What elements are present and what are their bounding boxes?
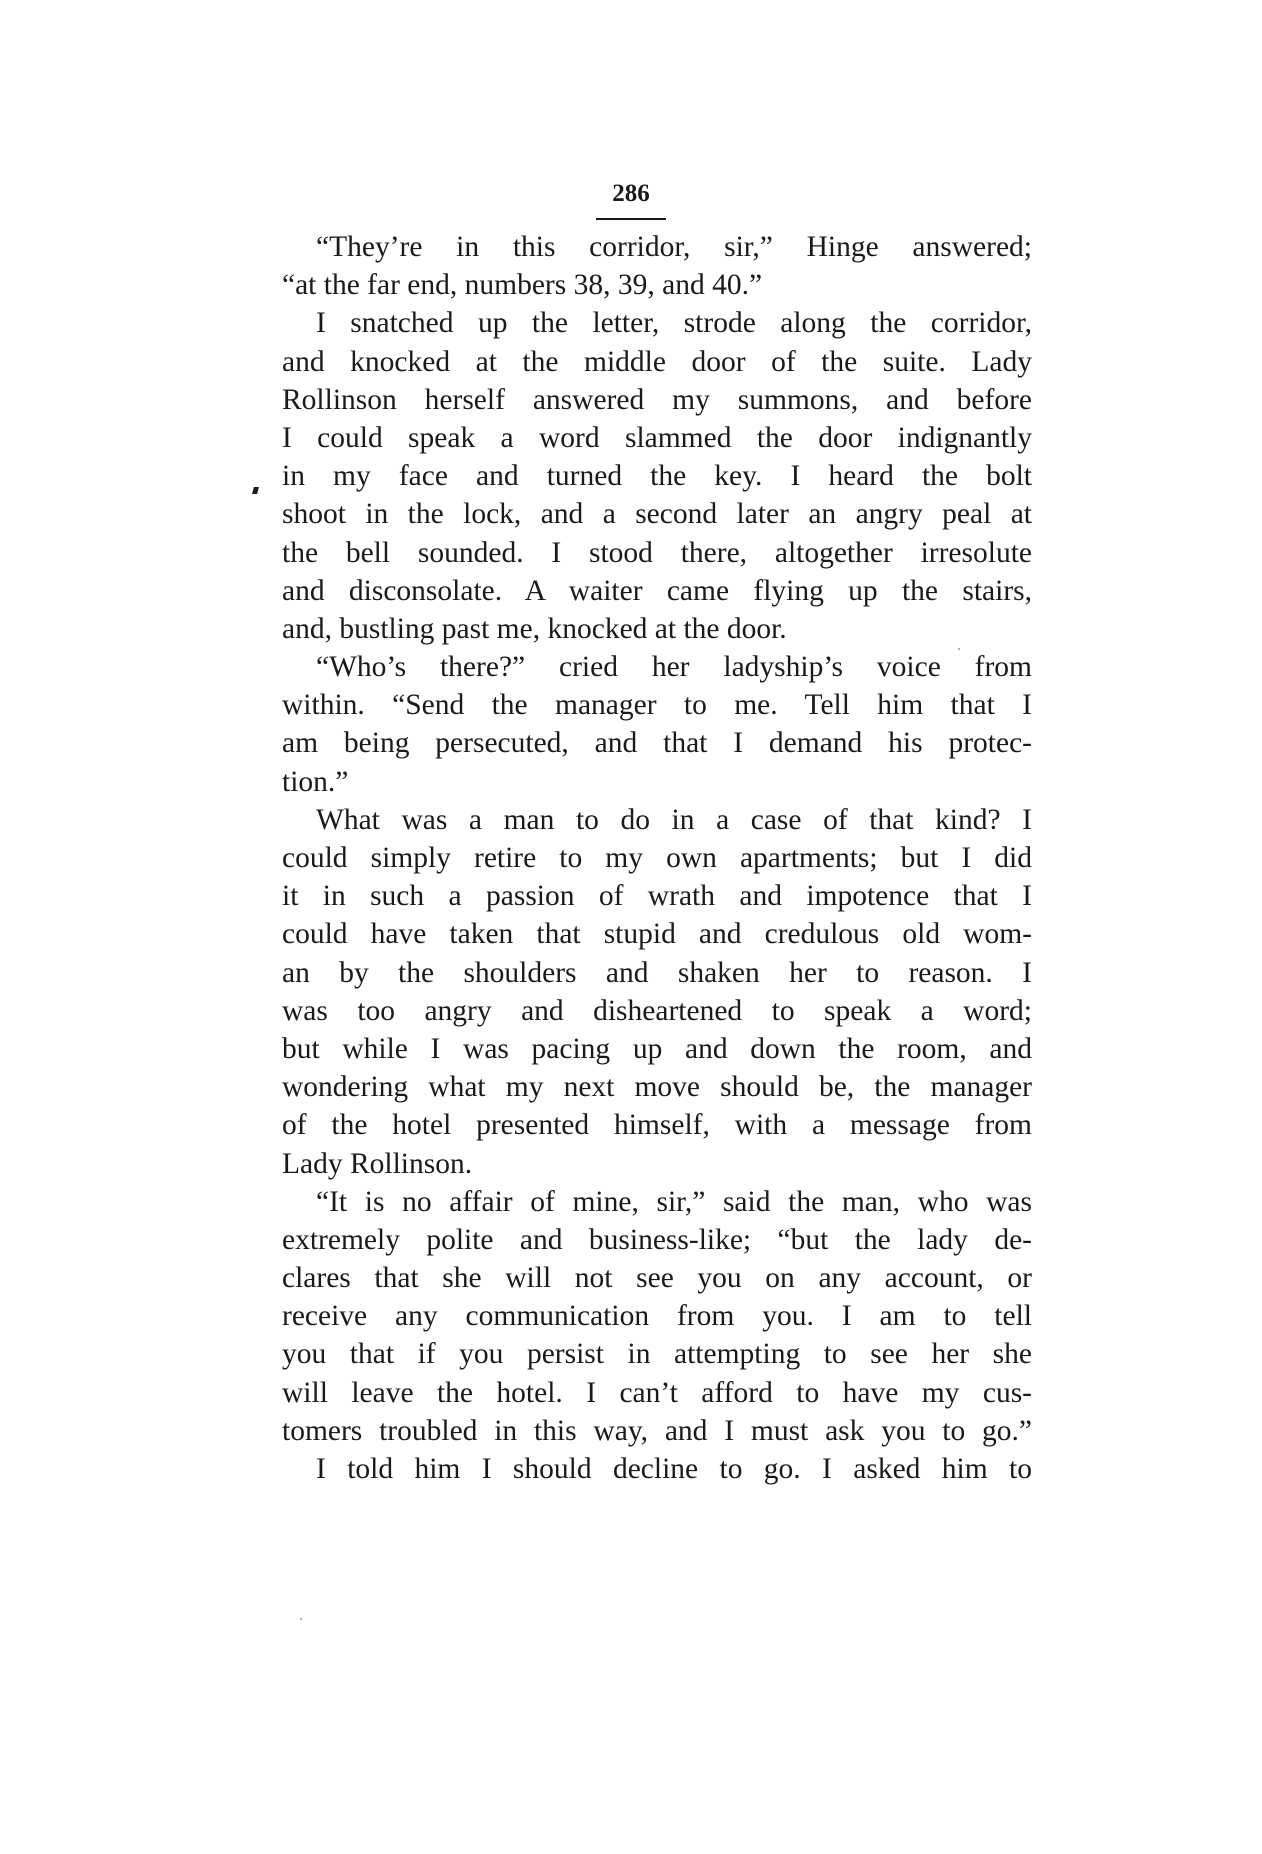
text-line: “Who’s there?” cried her ladyship’s voice from	[316, 651, 1032, 684]
text-line: and knocked at the middle door of the suite. Lady	[282, 345, 1032, 378]
text-line: “It is no affair of mine, sir,” said the man, who was	[316, 1185, 1032, 1218]
text-line: receive any communication from you. I am to tell	[282, 1300, 1032, 1333]
text-line: it in such a passion of wrath and impotence that I	[282, 880, 1032, 913]
text-line: could have taken that stupid and credulous old wom-	[282, 918, 1032, 951]
text-line: am being persecuted, and that I demand his protec-	[282, 727, 1032, 760]
text-line: you that if you persist in attempting to see her she	[282, 1338, 1032, 1371]
text-line: shoot in the lock, and a second later an angry peal at	[282, 498, 1032, 531]
text-line: could simply retire to my own apartments; but I did	[282, 842, 1032, 874]
text-line: and disconsolate. A waiter came flying up the stairs,	[282, 574, 1032, 607]
margin-mark	[252, 487, 259, 494]
text-line: but while I was pacing up and down the room, and	[282, 1032, 1032, 1065]
text-line: I could speak a word slammed the door indignantly	[282, 421, 1032, 454]
text-line: will leave the hotel. I can’t afford to have my cus-	[282, 1376, 1032, 1409]
text-line: extremely polite and business-like; “but the lady de-	[282, 1223, 1032, 1256]
text-line: clares that she will not see you on any account, or	[282, 1262, 1032, 1295]
text-line: was too angry and disheartened to speak a word;	[282, 994, 1032, 1027]
text-line: the bell sounded. I stood there, altogether irresolute	[282, 536, 1032, 569]
text-line: and, bustling past me, knocked at the door.	[282, 612, 787, 645]
text-line: wondering what my next move should be, the manager	[282, 1071, 1032, 1104]
text-line: an by the shoulders and shaken her to reason. I	[282, 956, 1032, 989]
page-number: 286	[612, 180, 650, 207]
text-line: tion.”	[282, 765, 349, 798]
body-text	[282, 228, 1032, 1488]
text-line: I told him I should decline to go. I asked him to	[316, 1453, 1032, 1485]
text-line: of the hotel presented himself, with a message from	[282, 1109, 1032, 1142]
text-line: tomers troubled in this way, and I must ask you to go.”	[282, 1414, 1032, 1447]
text-line: What was a man to do in a case of that kind? I	[316, 803, 1032, 836]
text-line: Rollinson herself answered my summons, and before	[282, 383, 1032, 416]
text-line: “at the far end, numbers 38, 39, and 40.”	[282, 269, 763, 302]
page-number-rule	[596, 218, 666, 220]
text-line: “They’re in this corridor, sir,” Hinge answered;	[316, 231, 1032, 263]
text-line: I snatched up the letter, strode along the corridor,	[316, 307, 1032, 340]
text-line: in my face and turned the key. I heard the bolt	[282, 460, 1032, 493]
text-line: within. “Send the manager to me. Tell him that I	[282, 689, 1032, 722]
text-line: Lady Rollinson.	[282, 1147, 473, 1180]
paper-speck	[300, 1618, 302, 1620]
